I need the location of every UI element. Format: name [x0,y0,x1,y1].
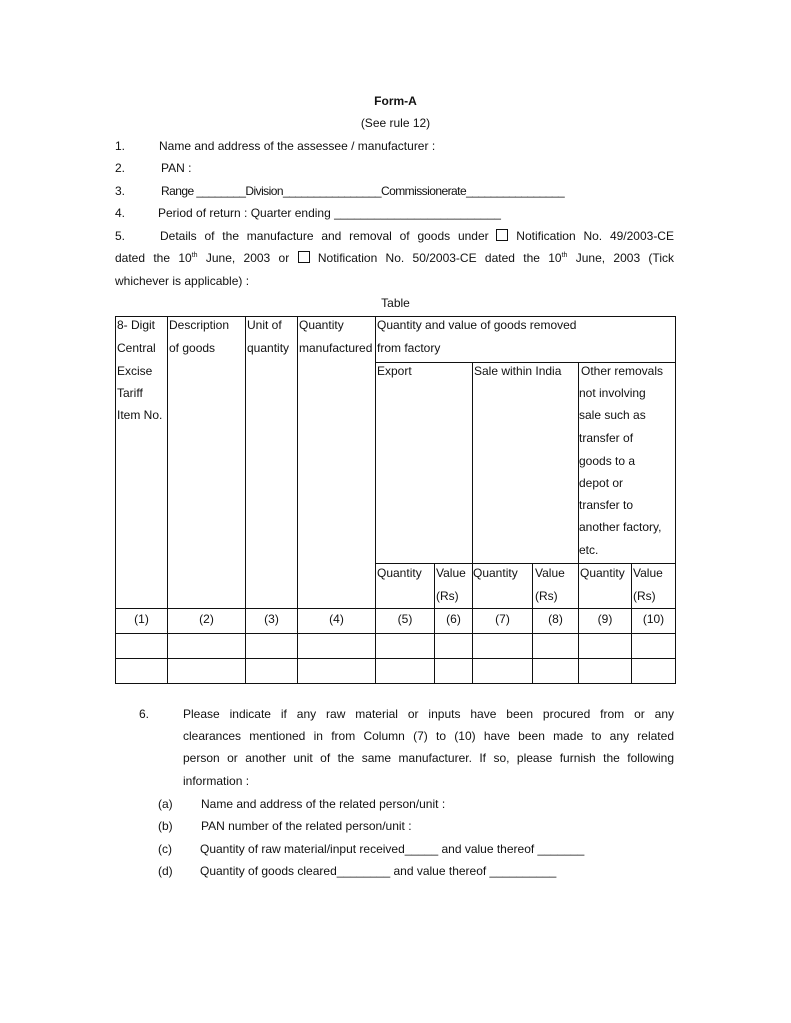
item-1-number: 1. [115,139,126,153]
col-number-9: (9) [597,612,613,626]
other-value-unit: (Rs) [633,589,656,603]
other-removals-line-9: etc. [579,543,599,557]
sale-quantity-header: Quantity [473,566,518,580]
form-title: Form-A [374,94,417,108]
export-header: Export [377,364,412,378]
export-value-header: Value [436,566,466,580]
other-removals-line-5: goods to a [579,454,636,468]
other-removals-line-6: depot or [579,476,624,490]
item-2-number: 2. [115,161,126,175]
other-removals-line-8: another factory, [579,520,662,534]
item-3-number: 3. [115,184,126,198]
col4-header-line-2: manufactured [299,341,373,355]
col-number-10: (10) [642,612,665,626]
table-caption: Table [381,296,410,310]
table-entry-row-1[interactable] [116,634,675,658]
item-2-text: PAN : [161,161,192,175]
section-6-line-4: information : [183,774,250,788]
col1-header-line-4: Tariff [117,386,143,400]
section-6-line-1: Please indicate if any raw material or inputs have been procured from or any [183,707,674,721]
col4-header-line-1: Quantity [299,318,344,332]
subitem-c-label: (c) [158,842,172,856]
table-entry-row-2[interactable] [116,659,675,683]
section-6-number: 6. [139,707,150,721]
subitem-a-label: (a) [158,797,173,811]
col1-header-line-5: Item No. [117,408,163,422]
col-number-7: (7) [495,612,510,626]
subitem-d-label: (d) [158,864,173,878]
export-quantity-header: Quantity [377,566,422,580]
item-4-text: Period of return : Quarter ending _________________________ [158,206,501,220]
subitem-b-label: (b) [158,819,173,833]
subitem-a-text: Name and address of the related person/unit : [201,797,446,811]
form-subtitle: (See rule 12) [360,116,431,130]
col-number-1: (1) [134,612,149,626]
sale-within-india-header: Sale within India [474,364,562,378]
subitem-d-text: Quantity of goods cleared________ and value thereof __________ [200,864,557,878]
col-number-2: (2) [199,612,214,626]
col-number-6: (6) [446,612,461,626]
col3-header-line-1: Unit of [247,318,282,332]
section-6-line-3: person or another unit of the same manufacturer. If so, please furnish the following [183,751,674,765]
item-5-text-b: Notification No. 49/2003-CE [516,229,674,243]
removed-header-line-1: Quantity and value of goods removed [377,318,577,332]
item-3-text: Range ________Division________________Commissionerate________________ [161,184,565,198]
other-removals-line-2: not involving [579,386,646,400]
item-1-text: Name and address of the assessee / manufacturer : [159,139,436,153]
removed-header-line-2: from factory [377,341,441,355]
other-removals-line-1: Other removals [581,364,664,378]
col1-header-line-2: Central [117,341,156,355]
col2-header-line-2: of goods [169,341,216,355]
sale-value-unit: (Rs) [535,589,558,603]
col-number-5: (5) [397,612,413,626]
item-5-dated-a: dated the 10th June, 2003 or [115,251,290,265]
item-4-number: 4. [115,206,126,220]
col2-header-line-1: Description [169,318,230,332]
other-value-header: Value [633,566,663,580]
other-removals-line-4: transfer of [579,431,634,445]
col-number-3: (3) [264,612,279,626]
export-value-unit: (Rs) [436,589,459,603]
other-removals-line-7: transfer to [579,498,634,512]
other-quantity-header: Quantity [580,566,625,580]
subitem-c-text: Quantity of raw material/input received_____ and value thereof _______ [200,842,585,856]
col1-header-line-3: Excise [117,364,153,378]
item-5-text-a: Details of the manufacture and removal of goods under [160,229,489,243]
item-5-number: 5. [115,229,126,243]
section-6-line-2: clearances mentioned in from Column (7) to (10) have been made to any related [183,729,674,743]
other-removals-line-3: sale such as [579,408,646,422]
sale-value-header: Value [535,566,565,580]
col3-header-line-2: quantity [247,341,290,355]
col-number-4: (4) [329,612,344,626]
col1-header-line-1: 8- Digit [117,318,156,332]
col-number-8: (8) [548,612,563,626]
item-5-line-3: whichever is applicable) : [115,274,250,288]
item-5-dated-b: Notification No. 50/2003-CE dated the 10th June, 2003 (Tick [317,251,674,265]
subitem-b-text: PAN number of the related person/unit : [201,819,412,833]
